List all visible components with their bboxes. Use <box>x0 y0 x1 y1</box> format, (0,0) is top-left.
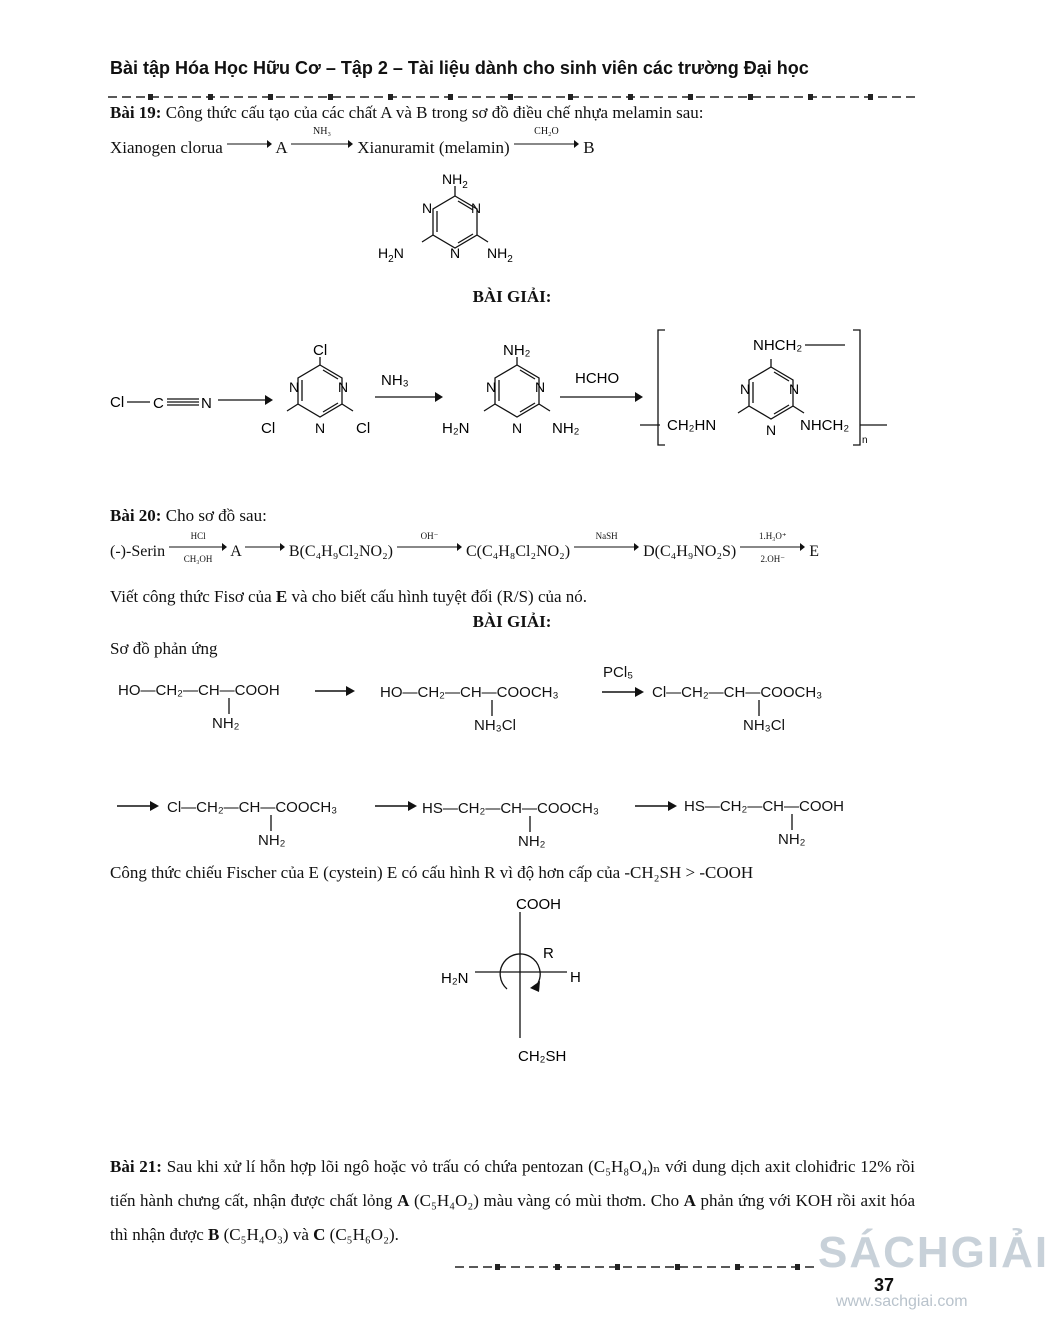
fischer-left: H₂N <box>441 970 469 987</box>
cl-label: Cl <box>110 394 125 411</box>
serin-label: (-)-Serin <box>110 543 166 560</box>
bond <box>227 698 231 714</box>
subscript-n: n <box>862 435 868 446</box>
question-suffix: và cho biết cấu hình tuyệt đối (R/S) của nó. <box>291 587 588 606</box>
bai21-text: (C₅H₆O₂). <box>329 1225 399 1244</box>
bai19-a: A <box>275 138 287 157</box>
scheme-label: Sơ đồ phản ứng <box>110 639 218 658</box>
fischer-config: R <box>543 945 554 962</box>
r1-sub-2: NH₃Cl <box>474 717 516 734</box>
bond <box>757 700 761 716</box>
compound-d: D(C₄H₉NO₂S) <box>643 543 737 560</box>
reagent-bottom: 2.OH⁻ <box>760 554 786 564</box>
melamine-polymer-scheme <box>105 325 905 465</box>
fischer-note: Công thức chiếu Fischer của E (cystein) E có cấu hình R vì độ hơn cấp của -CH₂SH > -COOH <box>110 863 754 882</box>
compound-e: E <box>809 543 820 560</box>
bai21-text: phản ứng với KOH rồi axit hóa thì nhận được <box>110 1191 916 1244</box>
reagent-ch2o: CH₂O <box>534 126 559 137</box>
bai20-question <box>110 586 587 608</box>
nhch2-top: NHCH₂ <box>753 337 803 354</box>
bai20-label: Bài 20: <box>110 506 162 525</box>
n-label: N <box>486 379 497 395</box>
arrow <box>602 686 644 698</box>
reagent-pcl5: PCl₅ <box>603 664 634 681</box>
compound-c: C(C₄H₈Cl₂NO₂) <box>465 543 571 560</box>
bai21-text: (C₅H₄O₃) và <box>223 1225 309 1244</box>
reagent-top: HCl <box>190 531 206 541</box>
r1-sub-3: NH₃Cl <box>743 717 785 734</box>
r1-sub-1: NH₂ <box>212 715 240 732</box>
r2-sub-2: NH₂ <box>518 833 546 850</box>
header-divider <box>108 92 920 102</box>
footer-divider <box>455 1262 820 1272</box>
c-label: C <box>153 395 164 412</box>
bai21-b: B <box>208 1225 220 1244</box>
bai19-statement <box>110 102 703 124</box>
r1-compound-3: Cl—CH₂—CH—COOCH₃ <box>652 684 823 701</box>
bai19-middle: Xianuramit (melamin) <box>357 138 510 157</box>
bond <box>490 700 494 716</box>
bond <box>790 814 794 830</box>
arrow-1 <box>227 133 272 155</box>
reagent-top: NaSH <box>595 531 618 541</box>
n-label: N <box>471 200 482 216</box>
r2-sub-1: NH₂ <box>258 832 286 849</box>
bai21-text: (C₅H₄O₂) màu vàng có mùi thơm. Cho <box>413 1191 680 1210</box>
question-prefix: Viết công thức Fisơ của <box>110 587 272 606</box>
n-label: N <box>289 379 300 395</box>
cl-label: Cl <box>356 420 371 437</box>
r2-compound-1: Cl—CH₂—CH—COOCH₃ <box>167 799 338 816</box>
arrow-nash <box>574 531 639 559</box>
n-label: N <box>766 422 777 438</box>
reagent-bottom: CH₃OH <box>183 554 213 564</box>
bai21-label: Bài 21: <box>110 1157 162 1176</box>
cl-label: Cl <box>261 420 276 437</box>
arrow-h3o <box>740 531 805 564</box>
bai21-paragraph <box>110 1150 915 1252</box>
bond <box>269 815 273 831</box>
reagent-top: OH⁻ <box>420 531 439 541</box>
n-label: N <box>535 379 546 395</box>
reagent-top: 1.H₃O⁺ <box>758 531 787 541</box>
arrow-3 <box>514 126 579 155</box>
n-label: N <box>512 420 523 436</box>
compound-a: A <box>230 543 241 560</box>
r2-compound-2: HS—CH₂—CH—COOCH₃ <box>422 800 599 817</box>
bai19-start: Xianogen clorua <box>110 138 223 157</box>
ch2hn-left: CH₂HN <box>667 417 717 434</box>
bai19-solution-title: BÀI GIẢI: <box>472 287 552 306</box>
bai21-a: A <box>397 1191 410 1210</box>
nh2-right: $NH_2$ <box>487 245 513 265</box>
arrow-hcl <box>169 531 227 564</box>
bond <box>528 816 532 832</box>
arrow <box>315 685 355 697</box>
n-label: N <box>338 379 349 395</box>
n-label: N <box>450 245 461 261</box>
bai19-text: Công thức cấu tạo của các chất A và B trong sơ đồ điều chế nhựa melamin sau: <box>165 103 704 122</box>
compound-b: B(C₄H₉Cl₂NO₂) <box>288 543 393 560</box>
question-bold: E <box>275 587 288 606</box>
r1-compound-2: HO—CH₂—CH—COOCH₃ <box>380 684 559 701</box>
h2n-left: H₂N <box>442 420 470 437</box>
watermark-url: www.sachgiai.com <box>836 1293 968 1310</box>
bai21-c: C <box>313 1225 326 1244</box>
bai19-label: Bài 19: <box>110 103 162 122</box>
arrow <box>635 800 677 812</box>
fischer-top: COOH <box>516 896 561 913</box>
fischer-right: H <box>570 969 581 986</box>
reagent-hcho: HCHO <box>575 370 620 387</box>
arrow <box>375 800 417 812</box>
r2-compound-3: HS—CH₂—CH—COOH <box>684 798 844 815</box>
arrow-oh <box>397 531 462 559</box>
bai20-solution-title: BÀI GIẢI: <box>472 612 552 631</box>
fischer-projection <box>430 888 610 1078</box>
arrow <box>245 537 285 559</box>
n-label: N <box>789 381 800 397</box>
bai20-statement <box>110 505 267 527</box>
n-label: N <box>201 395 212 412</box>
bai19-scheme <box>110 126 595 159</box>
bai21-a: A <box>683 1191 696 1210</box>
watermark-logo: SÁCHGIẢI <box>818 1228 1049 1277</box>
nhch2-right: NHCH₂ <box>800 417 850 434</box>
reagent-nh3: NH₃ <box>313 126 331 137</box>
page-number: 37 <box>873 1275 894 1295</box>
bai21-text: Sau khi xử lí hỗn hợp lõi ngô hoặc vỏ trấu có chứa pentozan (C₅H₈O₄)ₙ với dung dịch axit clohiđric 12% rồi tiến hành chưng cất, nhận được chất lỏng <box>110 1157 916 1210</box>
n-label: N <box>315 420 326 436</box>
fischer-bottom: CH₂SH <box>518 1048 567 1065</box>
header-title: Bài tập Hóa Học Hữu Cơ – Tập 2 – Tài liệu dành cho sinh viên các trường Đại học <box>110 58 809 78</box>
nh2-right: NH₂ <box>552 420 580 437</box>
reagent-nh3: NH₃ <box>381 372 409 389</box>
bai20-text: Cho sơ đồ sau: <box>165 506 267 525</box>
bai20-scheme <box>110 531 820 564</box>
nh2-top: NH₂ <box>503 342 531 359</box>
h2n-left: $H_2N$ <box>378 245 404 265</box>
arrow <box>117 800 159 812</box>
melamine-structure <box>370 168 530 278</box>
cl-label: Cl <box>313 342 328 359</box>
n-label: N <box>422 200 433 216</box>
bai19-b: B <box>583 138 595 157</box>
arrow-2 <box>291 126 353 155</box>
r1-compound-1: HO—CH₂—CH—COOH <box>118 682 280 699</box>
r2-sub-3: NH₂ <box>778 831 806 848</box>
n-label: N <box>740 381 751 397</box>
nh2-top: $NH_2$ <box>442 171 468 191</box>
